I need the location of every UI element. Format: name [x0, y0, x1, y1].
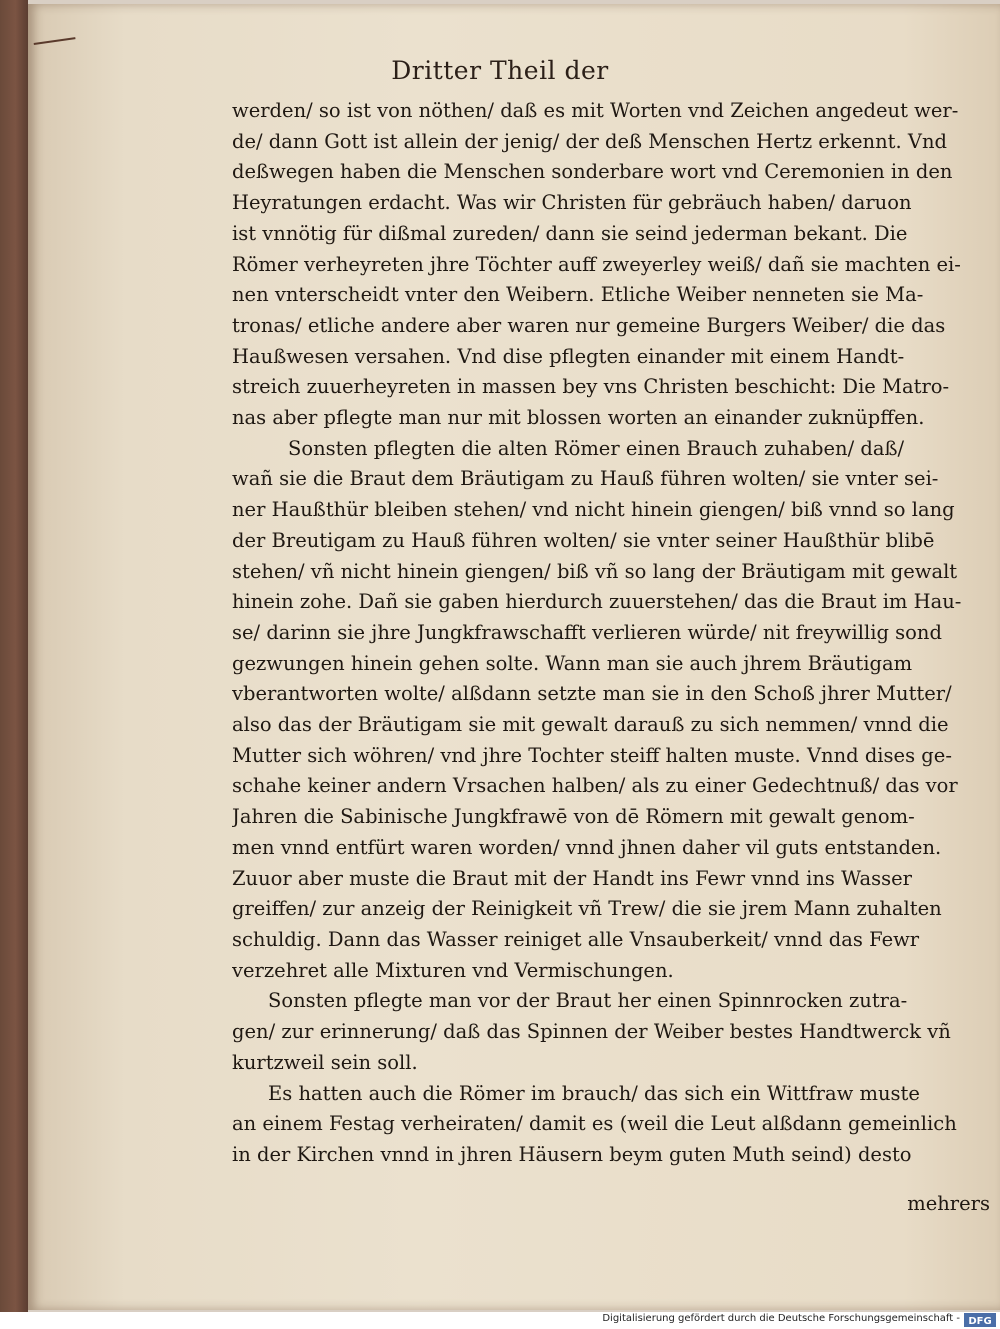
- text-line: schahe keiner andern Vrsachen halben/ als zu einer Gedechtnuß/ das vor: [232, 774, 958, 798]
- text-line: Römer verheyreten jhre Töchter auff zweyerley weiß/ dañ sie machten ei-: [232, 252, 961, 276]
- text-line: Heyratungen erdacht. Was wir Christen für gebräuch haben/ daruon: [232, 191, 912, 215]
- dfg-logo-text: DFG: [968, 1316, 992, 1327]
- text-line: an einem Festag verheiraten/ damit es (weil die Leut alßdann gemeinlich: [232, 1112, 957, 1136]
- text-line: schuldig. Dann das Wasser reiniget alle Vnsauberkeit/ vnnd das Fewr: [232, 927, 920, 951]
- text-line: verzehret alle Mixturen vnd Vermischungen.: [232, 958, 674, 982]
- text-line: Haußwesen versahen. Vnd dise pflegten einander mit einem Handt-: [232, 344, 905, 368]
- text-line: in der Kirchen vnnd in jhren Häusern beym guten Muth seind) desto: [232, 1142, 912, 1166]
- text-line: Mutter sich wöhren/ vnd jhre Tochter steiff halten muste. Vnnd dises ge-: [232, 743, 952, 767]
- text-line: ner Haußthür bleiben stehen/ vnd nicht hinein giengen/ biß vnnd so lang: [232, 498, 955, 522]
- text-line: Jahren die Sabinische Jungkfrawē von dē Römern mit gewalt genom-: [232, 805, 915, 829]
- text-line: de/ dann Gott ist allein der jenig/ der deß Menschen Hertz erkennt. Vnd: [232, 129, 947, 153]
- text-line: streich zuuerheyreten in massen bey vns Christen beschicht: Die Matro-: [232, 375, 950, 399]
- text-line: nas aber pflegte man nur mit blossen worten an einander zuknüpffen.: [232, 406, 925, 430]
- dfg-logo-icon: [964, 1313, 996, 1327]
- footer-credit: Digitalisierung gefördert durch die Deutsche Forschungsgemeinschaft -: [602, 1313, 960, 1324]
- text-line: tronas/ etliche andere aber waren nur gemeine Burgers Weiber/ die das: [232, 313, 946, 337]
- text-line: vberantworten wolte/ alßdann setzte man sie in den Schoß jhrer Mutter/: [232, 682, 952, 706]
- text-line: gen/ zur erinnerung/ daß das Spinnen der Weiber bestes Handtwerck vñ: [232, 1020, 951, 1044]
- running-head: Dritter Theil der: [391, 56, 609, 85]
- text-line: werden/ so ist von nöthen/ daß es mit Worten vnd Zeichen angedeut wer-: [232, 99, 959, 122]
- text-line: kurtzweil sein soll.: [232, 1050, 418, 1074]
- book-cover-edge: [0, 0, 28, 1312]
- text-line: se/ darinn sie jhre Jungkfrawschafft verlieren würde/ nit freywillig sond: [232, 620, 942, 644]
- text-line: nen vnterscheidt vnter den Weibern. Etliche Weiber nenneten sie Ma-: [232, 283, 924, 307]
- text-line: greiffen/ zur anzeig der Reinigkeit vñ Trew/ die sie jrem Mann zuhalten: [232, 897, 942, 921]
- catchword: mehrers: [907, 1192, 990, 1215]
- text-line: Zuuor aber muste die Braut mit der Handt ins Fewr vnnd ins Wasser: [232, 866, 912, 890]
- text-line: Es hatten auch die Römer im brauch/ das sich ein Wittfraw muste: [268, 1081, 920, 1105]
- text-line: wañ sie die Braut dem Bräutigam zu Hauß führen wolten/ sie vnter sei-: [232, 467, 939, 491]
- text-line: gezwungen hinein gehen solte. Wann man sie auch jhrem Bräutigam: [232, 651, 913, 675]
- page-text: [232, 96, 992, 1171]
- text-line: men vnnd entfürt waren worden/ vnnd jhnen daher vil guts entstanden.: [232, 835, 942, 859]
- text-line: Sonsten pflegte man vor der Braut her einen Spinnrocken zutra-: [268, 989, 908, 1013]
- text-line: der Breutigam zu Hauß führen wolten/ sie vnter seiner Haußthür blibē: [232, 528, 935, 552]
- text-line: Sonsten pflegten die alten Römer einen Brauch zuhaben/ daß/: [288, 436, 905, 460]
- text-line: stehen/ vñ nicht hinein giengen/ biß vñ so lang der Bräutigam mit gewalt: [232, 559, 958, 583]
- text-line: hinein zohe. Dañ sie gaben hierdurch zuuerstehen/ das die Braut im Hau-: [232, 590, 962, 614]
- text-line: also das der Bräutigam sie mit gewalt darauß zu sich nemmen/ vnnd die: [232, 713, 949, 737]
- text-line: deßwegen haben die Menschen sonderbare wort vnd Ceremonien in den: [232, 160, 953, 184]
- text-line: ist vnnötig für dißmal zureden/ dann sie seind jederman bekant. Die: [232, 221, 908, 245]
